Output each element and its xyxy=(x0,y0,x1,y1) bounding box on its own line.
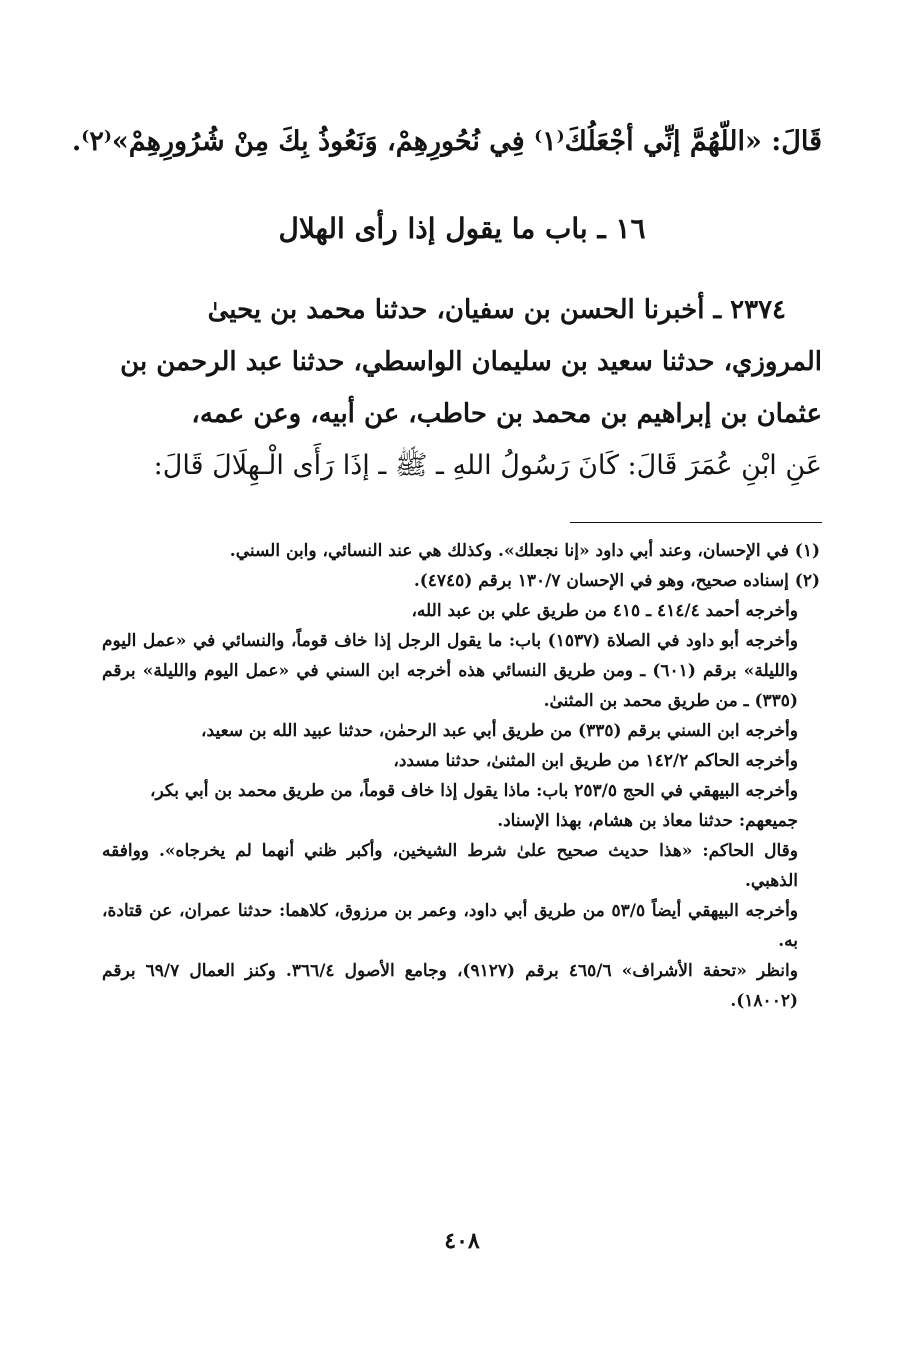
footnote-paragraph: وأخرجه ابن السني برقم (٣٣٥) من طريق أبي عبد الرحمٰن، حدثنا عبيد الله بن سعيد، xyxy=(201,721,798,741)
footnote-2: (٢) إسناده صحيح، وهو في الإحسان ١٣٠/٧ برقم (٤٧٤٥). xyxy=(413,571,820,591)
footnote-paragraph: وأخرجه الحاكم ١٤٢/٢ من طريق ابن المثنىٰ، حدثنا مسدد، xyxy=(393,751,798,771)
footnote-paragraph: وانظر «تحفة الأشراف» ٤٦٥/٦ برقم (٩١٢٧)، وجامع الأصول ٣٦٦/٤. وكنز العمال ٦٩/٧ برقم (١٨٠٠٢). xyxy=(102,961,798,1011)
footnote-paragraph: وأخرجه أبو داود في الصلاة (١٥٣٧) باب: ما يقول الرجل إذا خاف قوماً، والنسائي في «عمل اليوم والليلة» برقم (٦٠١) ـ ومن طريق النسائي هذه أخرجه ابن السني في «عمل اليوم والليلة» برقم (٣٣٥) ـ من طريق محمد بن المثنىٰ. xyxy=(102,631,799,711)
hadith-line-1: ٢٣٧٤ ـ أخبرنا الحسن بن سفيان، حدثنا محمد بن يحيىٰ xyxy=(207,295,786,325)
page-number: ٤٠٨ xyxy=(444,1228,480,1254)
footnote-paragraph: وأخرجه البيهقي أيضاً ٥٣/٥ من طريق أبي داود، وعمر بن مرزوق، كلاهما: حدثنا عمران، عن قتادة، به. xyxy=(102,901,799,951)
footnote-paragraph: وقال الحاكم: «هذا حديث صحيح علىٰ شرط الشيخين، وأكبر ظني أنهما لم يخرجاه». ووافقه الذهبي. xyxy=(102,841,798,891)
hadith-line-2: المروزي، حدثنا سعيد بن سليمان الواسطي، حدثنا عبد الرحمن بن xyxy=(120,347,822,377)
hadith-closing-line: قَالَ: «اللّهُمَّ إنِّي أجْعَلُكَ⁽١⁾ فِي نُحُورِهِمْ، وَنَعُوذُ بِكَ مِنْ شُرُورِهِمْ»⁽٢⁾. xyxy=(71,126,822,157)
footnote-1: (١) في الإحسان، وعند أبي داود «إنا نجعلك». وكذلك هي عند النسائي، وابن السني. xyxy=(229,541,820,561)
hadith-line-3: عثمان بن إبراهيم بن محمد بن حاطب، عن أبيه، وعن عمه، xyxy=(191,399,822,429)
chapter-heading: ١٦ ـ باب ما يقول إذا رأى الهلال xyxy=(278,212,646,245)
footnote-paragraph: جميعهم: حدثنا معاذ بن هشام، بهذا الإسناد. xyxy=(497,811,798,831)
hadith-text xyxy=(100,284,822,492)
footnote-divider xyxy=(570,522,822,523)
footnote-paragraph: وأخرجه أحمد ٤١٤/٤ ـ ٤١٥ من طريق علي بن عبد الله، xyxy=(411,601,798,621)
footnote-paragraph: وأخرجه البيهقي في الحج ٢٥٣/٥ باب: ماذا يقول إذا خاف قوماً، من طريق محمد بن أبي بكر، xyxy=(149,781,798,801)
footnotes xyxy=(102,536,820,1016)
hadith-matn: عَنِ ابْنِ عُمَرَ قَالَ: كَانَ رَسُولُ اللهِ ـ ﷺ ـ إذَا رَأَى الْـهِلَالَ قَالَ: xyxy=(153,450,822,481)
